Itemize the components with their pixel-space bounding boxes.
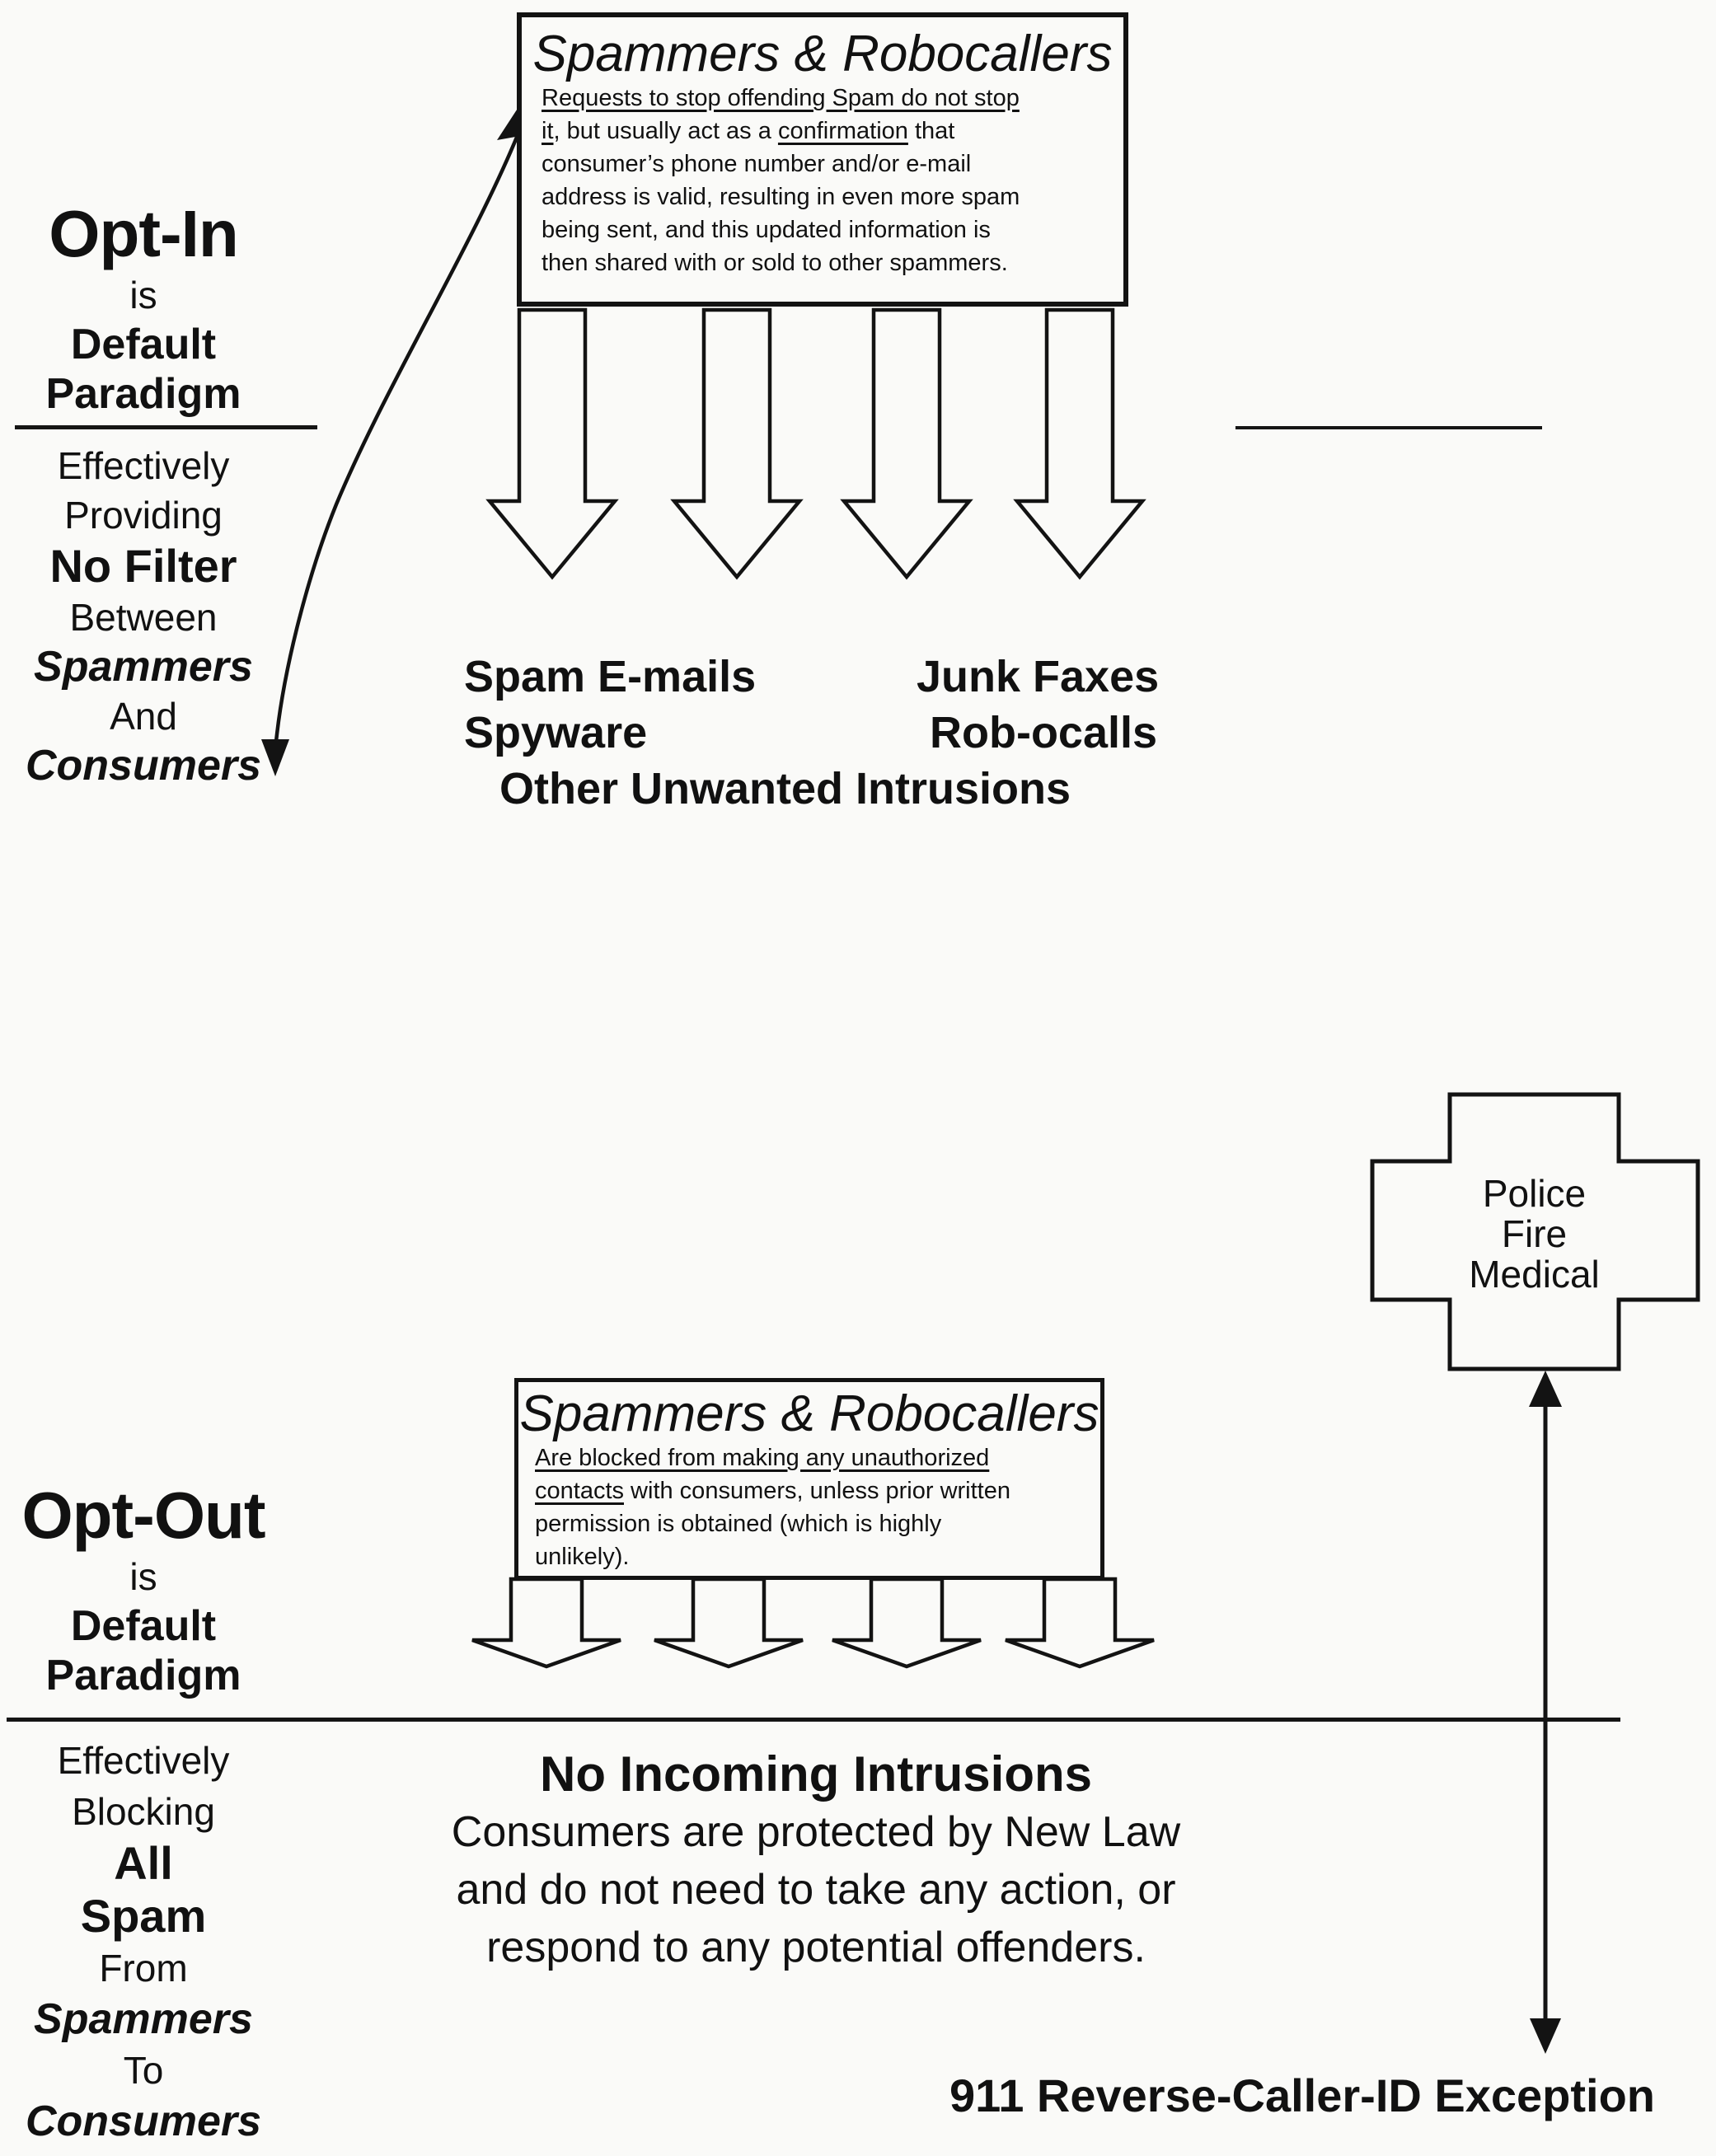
optin-divider-line-right bbox=[1235, 426, 1542, 429]
optout-title: Opt-Out bbox=[21, 1479, 265, 1552]
optout-line-is: is bbox=[129, 1555, 157, 1598]
cross-line-police: Police bbox=[1482, 1172, 1587, 1215]
line-all: All bbox=[114, 1837, 173, 1889]
exception-911-label: 911 Reverse-Caller-ID Exception bbox=[949, 2069, 1655, 2121]
spammers-robocallers-box-optin bbox=[517, 12, 1128, 307]
arrowhead-up-icon bbox=[1529, 1371, 1562, 1407]
label-spam-emails: Spam E-mails bbox=[464, 652, 757, 701]
down-block-arrow-icon bbox=[654, 1579, 803, 1666]
line-effectively: Effectively bbox=[57, 444, 230, 487]
line-spammers: Spammers bbox=[34, 643, 253, 691]
top-box-line4: address is valid, resulting in even more spam bbox=[542, 184, 1020, 210]
line-from: From bbox=[99, 1947, 188, 1990]
bottom-box-body bbox=[535, 1441, 1100, 1573]
bottom-box-line4: unlikely). bbox=[535, 1544, 630, 1570]
top-box-title: Spammers & Robocallers bbox=[532, 26, 1113, 82]
down-block-arrow-icon bbox=[1017, 310, 1142, 577]
label-other-intrusions: Other Unwanted Intrusions bbox=[499, 764, 1071, 813]
protection-note-title: No Incoming Intrusions bbox=[540, 1746, 1092, 1802]
underlined-text: contacts bbox=[535, 1478, 624, 1504]
optout-paradigm-column bbox=[3, 1479, 284, 1700]
cross-line-medical: Medical bbox=[1469, 1253, 1600, 1296]
underlined-text: confirmation bbox=[777, 118, 908, 144]
line-to: To bbox=[123, 2049, 164, 2092]
bottom-block-arrows bbox=[472, 1579, 1154, 1666]
line-between: Between bbox=[69, 596, 218, 639]
protection-note-line2: and do not need to take any action, or bbox=[456, 1866, 1176, 1914]
line-consumers: Consumers bbox=[25, 742, 262, 790]
bottom-box-line1 bbox=[535, 1441, 1100, 1474]
top-box-line3: consumer’s phone number and/or e-mail bbox=[542, 151, 972, 177]
top-box-line6: then shared with or sold to other spammers. bbox=[542, 250, 1008, 276]
protection-note-line3: respond to any potential offenders. bbox=[486, 1924, 1146, 1971]
line-spammers-2: Spammers bbox=[34, 1995, 253, 2043]
no-incoming-intrusions-note bbox=[363, 1746, 1269, 1976]
emergency-cross-text bbox=[1450, 1174, 1619, 1295]
arrowhead-down-icon bbox=[1530, 2018, 1561, 2054]
underlined-text: Are blocked from making any unauthorized bbox=[535, 1445, 990, 1471]
top-block-arrows bbox=[490, 310, 1142, 577]
line-providing: Providing bbox=[64, 494, 223, 537]
optin-divider-line bbox=[15, 425, 317, 429]
down-block-arrow-icon bbox=[472, 1579, 621, 1666]
protection-note-line1: Consumers are protected by New Law bbox=[451, 1808, 1181, 1856]
top-box-body bbox=[542, 82, 1123, 279]
down-block-arrow-icon bbox=[674, 310, 799, 577]
plain-text: with consumers, unless prior written bbox=[624, 1478, 1010, 1504]
label-robocalls: Rob-ocalls bbox=[930, 708, 1158, 757]
down-block-arrow-icon bbox=[1006, 1579, 1154, 1666]
exception-vertical-arrow bbox=[1529, 1371, 1562, 2054]
down-block-arrow-icon bbox=[490, 310, 615, 577]
optin-line-paradigm: Paradigm bbox=[45, 370, 241, 418]
line-blocking: Blocking bbox=[72, 1790, 215, 1833]
bottom-box-line3: permission is obtained (which is highly bbox=[535, 1511, 942, 1537]
cross-line-fire: Fire bbox=[1501, 1212, 1568, 1255]
line-and: And bbox=[110, 695, 177, 738]
bottom-box-line2 bbox=[535, 1474, 1100, 1507]
line-spam: Spam bbox=[80, 1890, 207, 1942]
label-junk-faxes: Junk Faxes bbox=[917, 652, 1160, 701]
optin-title: Opt-In bbox=[49, 197, 238, 270]
bottom-box-title: Spammers & Robocallers bbox=[519, 1385, 1099, 1442]
down-block-arrow-icon bbox=[832, 1579, 981, 1666]
underlined-text: it bbox=[542, 118, 554, 144]
line-no-filter: No Filter bbox=[49, 540, 237, 592]
top-box-line1 bbox=[542, 82, 1123, 115]
line-effectively-2: Effectively bbox=[57, 1739, 230, 1782]
optout-divider-line bbox=[7, 1718, 1620, 1722]
top-box-line5: being sent, and this updated information is bbox=[542, 217, 991, 243]
optin-paradigm-column bbox=[3, 198, 284, 419]
plain-text: , but usually act as a bbox=[553, 118, 778, 144]
plain-text: that bbox=[907, 118, 955, 144]
optin-line-is: is bbox=[129, 274, 157, 316]
line-consumers-2: Consumers bbox=[25, 2097, 262, 2145]
optin-line-default: Default bbox=[70, 321, 217, 368]
label-spyware: Spyware bbox=[464, 708, 648, 757]
no-filter-column bbox=[3, 441, 284, 790]
top-box-line2 bbox=[542, 115, 1123, 148]
down-block-arrow-icon bbox=[844, 310, 969, 577]
blocking-all-spam-column bbox=[3, 1735, 284, 2147]
spammers-robocallers-box-optout bbox=[514, 1378, 1104, 1580]
optout-line-paradigm: Paradigm bbox=[45, 1652, 241, 1699]
optout-line-default: Default bbox=[70, 1602, 217, 1650]
underlined-text: Requests to stop offending Spam do not stop bbox=[542, 85, 1020, 111]
